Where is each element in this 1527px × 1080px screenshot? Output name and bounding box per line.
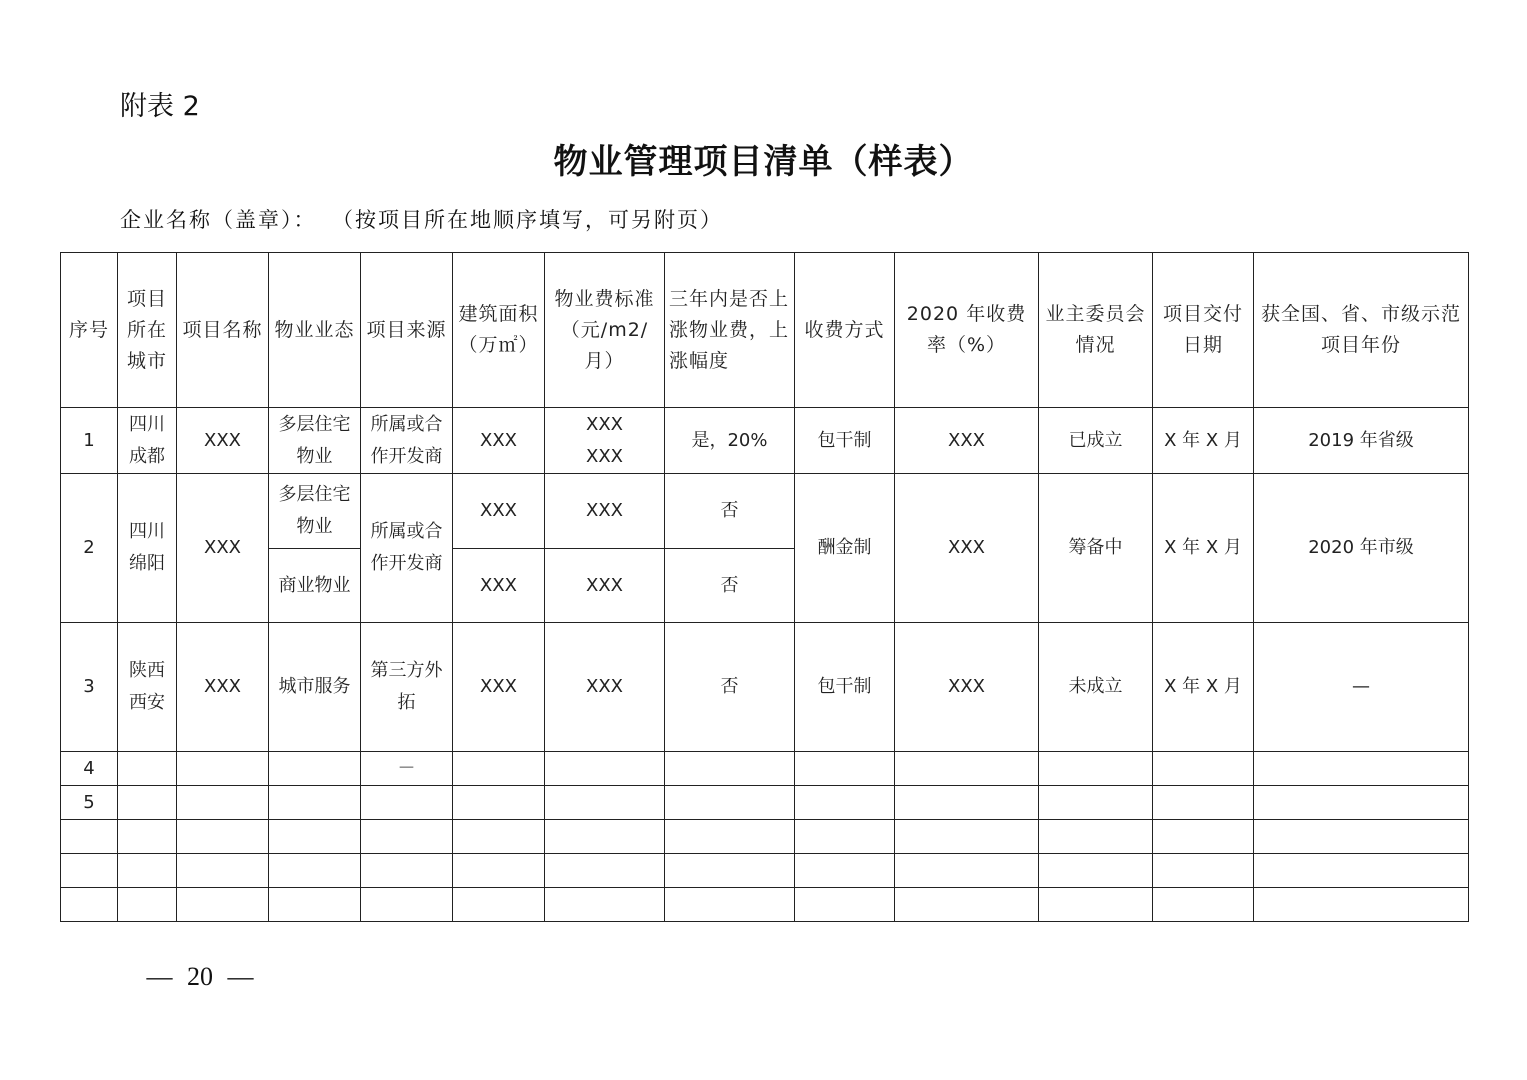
table-row xyxy=(61,408,1469,474)
cell-empty xyxy=(1039,820,1153,854)
cell-delivery: X 年 X 月 xyxy=(1153,408,1254,474)
cell-delivery: X 年 X 月 xyxy=(1153,474,1254,623)
cell-empty xyxy=(1153,820,1254,854)
cell-no: 4 xyxy=(61,752,118,786)
cell-award xyxy=(1254,752,1469,786)
cell-award: — xyxy=(1254,623,1469,752)
header-no: 序号 xyxy=(61,253,118,408)
cell-method: 酬金制 xyxy=(795,474,895,623)
cell-source: 所属或合作开发商 xyxy=(361,408,453,474)
project-list-table xyxy=(60,252,1469,922)
cell-fee xyxy=(545,786,665,820)
cell-type: 商业物业 xyxy=(269,549,361,623)
header-area: 建筑面积（万㎡） xyxy=(453,253,545,408)
cell-fee: XXX xyxy=(545,474,665,549)
table-header-row xyxy=(61,253,1469,408)
cell-empty xyxy=(1254,888,1469,922)
cell-city xyxy=(118,786,177,820)
cell-empty xyxy=(665,820,795,854)
cell-delivery xyxy=(1153,752,1254,786)
cell-raise xyxy=(665,752,795,786)
cell-empty xyxy=(895,888,1039,922)
document-title: 物业管理项目清单（样表） xyxy=(553,142,974,182)
table-row xyxy=(61,786,1469,820)
cell-empty xyxy=(895,820,1039,854)
cell-empty xyxy=(1254,820,1469,854)
header-raise: 三年内是否上涨物业费，上涨幅度 xyxy=(665,253,795,408)
cell-empty xyxy=(61,888,118,922)
table-row xyxy=(61,888,1469,922)
cell-committee: 未成立 xyxy=(1039,623,1153,752)
cell-empty xyxy=(177,854,269,888)
cell-empty xyxy=(453,854,545,888)
cell-committee: 筹备中 xyxy=(1039,474,1153,623)
cell-rate: XXX xyxy=(895,474,1039,623)
cell-empty xyxy=(545,888,665,922)
cell-award: 2020 年市级 xyxy=(1254,474,1469,623)
cell-name xyxy=(177,752,269,786)
cell-type: 多层住宅物业 xyxy=(269,474,361,549)
cell-empty xyxy=(361,888,453,922)
cell-raise: 否 xyxy=(665,474,795,549)
cell-area: XXX xyxy=(453,474,545,549)
cell-raise: 是，20% xyxy=(665,408,795,474)
cell-empty xyxy=(61,854,118,888)
cell-delivery xyxy=(1153,786,1254,820)
cell-method: 包干制 xyxy=(795,408,895,474)
cell-source: － xyxy=(361,752,453,786)
cell-raise: 否 xyxy=(665,549,795,623)
cell-empty xyxy=(118,888,177,922)
cell-no: 5 xyxy=(61,786,118,820)
cell-method xyxy=(795,786,895,820)
cell-fee: XXX xyxy=(545,623,665,752)
cell-no: 2 xyxy=(61,474,118,623)
cell-source: 所属或合作开发商 xyxy=(361,474,453,623)
header-delivery: 项目交付日期 xyxy=(1153,253,1254,408)
cell-rate: XXX xyxy=(895,623,1039,752)
cell-area: XXX xyxy=(453,549,545,623)
cell-empty xyxy=(269,820,361,854)
cell-empty xyxy=(177,888,269,922)
table-row xyxy=(61,752,1469,786)
page-number-value: 20 xyxy=(187,962,213,991)
cell-empty xyxy=(453,820,545,854)
cell-fee: XXX XXX xyxy=(545,408,665,474)
page-dash-left: — xyxy=(146,962,173,991)
header-award: 获全国、省、市级示范项目年份 xyxy=(1254,253,1469,408)
cell-raise: 否 xyxy=(665,623,795,752)
cell-city: 四川绵阳 xyxy=(118,474,177,623)
header-committee: 业主委员会情况 xyxy=(1039,253,1153,408)
cell-method xyxy=(795,752,895,786)
cell-rate xyxy=(895,752,1039,786)
cell-committee xyxy=(1039,786,1153,820)
cell-empty xyxy=(545,820,665,854)
cell-empty xyxy=(269,854,361,888)
cell-empty xyxy=(269,888,361,922)
table-row xyxy=(61,854,1469,888)
header-rate: 2020 年收费率（%） xyxy=(895,253,1039,408)
cell-source: 第三方外拓 xyxy=(361,623,453,752)
cell-empty xyxy=(1039,854,1153,888)
cell-empty xyxy=(895,854,1039,888)
cell-empty xyxy=(795,820,895,854)
cell-city xyxy=(118,752,177,786)
page-dash-right: — xyxy=(227,962,254,991)
cell-empty xyxy=(795,888,895,922)
cell-type: 城市服务 xyxy=(269,623,361,752)
cell-city: 四川成都 xyxy=(118,408,177,474)
cell-name xyxy=(177,786,269,820)
cell-raise xyxy=(665,786,795,820)
cell-type xyxy=(269,752,361,786)
cell-fee: XXX xyxy=(545,549,665,623)
cell-area: XXX xyxy=(453,408,545,474)
cell-name: XXX xyxy=(177,408,269,474)
cell-empty xyxy=(1153,854,1254,888)
cell-rate: XXX xyxy=(895,408,1039,474)
cell-name: XXX xyxy=(177,474,269,623)
company-note: （按项目所在地顺序填写，可另附页） xyxy=(342,208,723,232)
header-name: 项目名称 xyxy=(177,253,269,408)
cell-empty xyxy=(361,820,453,854)
cell-name: XXX xyxy=(177,623,269,752)
cell-empty xyxy=(118,820,177,854)
cell-empty xyxy=(1254,854,1469,888)
cell-empty xyxy=(118,854,177,888)
cell-area xyxy=(453,752,545,786)
cell-committee xyxy=(1039,752,1153,786)
cell-empty xyxy=(1153,888,1254,922)
table-row xyxy=(61,623,1469,752)
cell-empty xyxy=(61,820,118,854)
cell-method: 包干制 xyxy=(795,623,895,752)
table-row xyxy=(61,474,1469,549)
attachment-label: 附表 2 xyxy=(120,91,200,122)
cell-empty xyxy=(795,854,895,888)
cell-empty xyxy=(177,820,269,854)
company-line xyxy=(120,204,723,234)
header-method: 收费方式 xyxy=(795,253,895,408)
cell-type xyxy=(269,786,361,820)
cell-area: XXX xyxy=(453,623,545,752)
cell-delivery: X 年 X 月 xyxy=(1153,623,1254,752)
cell-rate xyxy=(895,786,1039,820)
header-source: 项目来源 xyxy=(361,253,453,408)
cell-source xyxy=(361,786,453,820)
cell-area xyxy=(453,786,545,820)
cell-empty xyxy=(545,854,665,888)
company-label: 企业名称（盖章）： xyxy=(120,208,317,232)
cell-empty xyxy=(1039,888,1153,922)
cell-fee xyxy=(545,752,665,786)
cell-empty xyxy=(453,888,545,922)
cell-empty xyxy=(361,854,453,888)
cell-city: 陕西西安 xyxy=(118,623,177,752)
cell-award: 2019 年省级 xyxy=(1254,408,1469,474)
cell-no: 1 xyxy=(61,408,118,474)
cell-empty xyxy=(665,854,795,888)
cell-empty xyxy=(665,888,795,922)
cell-no: 3 xyxy=(61,623,118,752)
header-type: 物业业态 xyxy=(269,253,361,408)
cell-award xyxy=(1254,786,1469,820)
header-city: 项目所在城市 xyxy=(118,253,177,408)
cell-type: 多层住宅物业 xyxy=(269,408,361,474)
cell-committee: 已成立 xyxy=(1039,408,1153,474)
page-number xyxy=(0,962,400,992)
header-fee: 物业费标准（元/m2/月） xyxy=(545,253,665,408)
table-row xyxy=(61,820,1469,854)
